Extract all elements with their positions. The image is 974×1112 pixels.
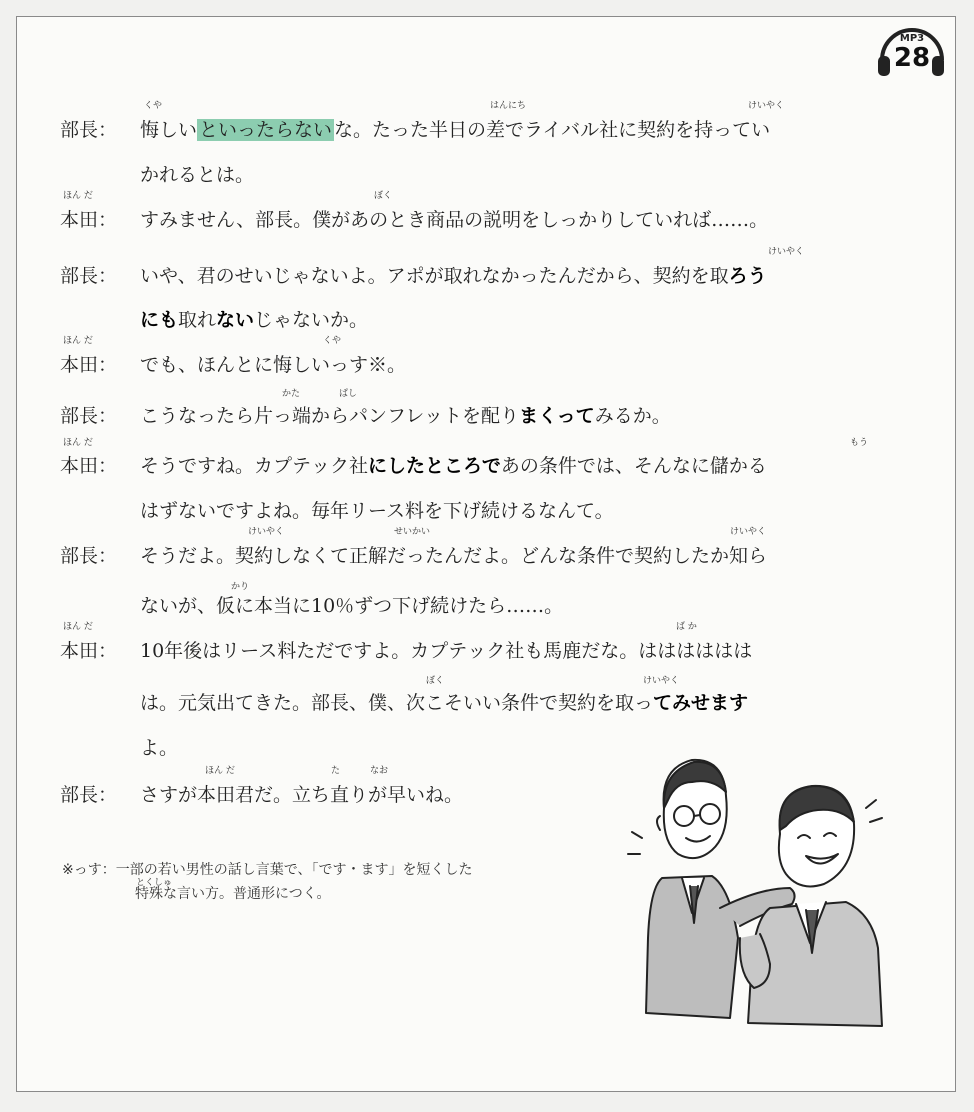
furigana: けいやく	[768, 247, 805, 257]
furigana: ほん だ	[63, 622, 93, 632]
speaker: 本田：	[60, 640, 118, 662]
furigana: ほん だ	[63, 336, 93, 346]
line-text: こうなったら片っ端からパンフレットを配り	[140, 405, 520, 427]
furigana: なお	[370, 766, 389, 776]
line-text: みるか。	[594, 405, 671, 427]
dialogue-line-continued: かれるとは。	[140, 164, 255, 186]
illustration-two-businessmen	[620, 738, 920, 1038]
bold-expression: ろう	[728, 265, 767, 287]
footnote	[62, 858, 472, 906]
line-text: でも、ほんとに悔しいっす※。	[140, 354, 407, 376]
mp3-track-number: 28	[893, 43, 931, 73]
speaker: 本田：	[60, 354, 118, 376]
furigana: かた	[282, 389, 301, 399]
furigana: くや	[323, 336, 342, 346]
dialogue-line-continued: はずないですよね。毎年リース料を下げ続けるなんて。	[140, 500, 614, 522]
line-text: 10年後はリース料ただですよ。カプテック社も馬鹿だな。はははははは	[140, 640, 753, 662]
line-text: 取れ	[178, 309, 217, 331]
furigana: けいやく	[748, 101, 785, 111]
speaker: 部長：	[60, 784, 118, 806]
line-text: 悔しい	[140, 119, 198, 141]
furigana: ば か	[676, 622, 697, 632]
line-text: いや、君のせいじゃないよ。アポが取れなかったんだから、契約を取	[140, 265, 729, 287]
line-text: は。元気出てきた。部長、僕、次こそいい条件で契約を取っ	[140, 692, 654, 714]
furigana: けいやく	[248, 527, 285, 537]
speaker: 本田：	[60, 455, 118, 477]
bold-expression: ない	[216, 309, 255, 331]
furigana: くや	[144, 101, 163, 111]
furigana: とくしゅ	[136, 878, 173, 888]
bold-expression: まくって	[519, 405, 595, 427]
dialogue-line-continued: よ。	[140, 737, 179, 759]
bold-expression: てみせます	[653, 692, 749, 714]
line-text: さすが本田君だ。立ち直りが早いね。	[140, 784, 464, 806]
bold-expression: にも	[140, 309, 179, 331]
bold-expression: にしたところで	[368, 455, 501, 477]
mp3-track-badge	[868, 20, 952, 80]
furigana: もう	[850, 438, 869, 448]
speaker: 部長：	[60, 405, 118, 427]
line-text: あの条件では、そんなに儲かる	[500, 455, 767, 477]
speaker: 本田：	[60, 209, 118, 231]
furigana: けいやく	[730, 527, 767, 537]
line-text: そうだよ。契約しなくて正解だったんだよ。どんな条件で契約したか知ら	[140, 545, 768, 567]
furigana: た	[331, 766, 341, 776]
furigana: はんにち	[490, 101, 527, 111]
mp3-label: MP3	[899, 33, 925, 44]
furigana: せいかい	[394, 527, 431, 537]
furigana: ほん だ	[63, 438, 93, 448]
furigana: けいやく	[643, 676, 680, 686]
speaker: 部長：	[60, 545, 118, 567]
furigana: ぼく	[426, 676, 445, 686]
dialogue-line-continued	[140, 689, 748, 717]
dialogue-line-continued: ないが、仮に本当に10％ずつ下げ続けたら……。	[140, 595, 564, 617]
line-text: そうですね。カプテック社	[140, 455, 369, 477]
line-text: じゃないか。	[254, 309, 369, 331]
furigana: ぱし	[339, 389, 358, 399]
speaker: 部長：	[60, 119, 118, 141]
dialogue-line-continued	[140, 306, 368, 334]
furigana: ぼく	[374, 191, 393, 201]
speaker: 部長：	[60, 265, 118, 287]
line-text: すみません、部長。僕があのとき商品の説明をしっかりしていれば……。	[140, 209, 769, 231]
highlighted-expression: といったらない	[199, 119, 333, 141]
furigana: ほん だ	[205, 766, 235, 776]
footnote-line: ※っす：一部の若い男性の話し言葉で、「です・ます」を短くした	[62, 862, 473, 878]
footnote-line: 特殊な言い方。普通形につく。	[135, 886, 331, 902]
furigana: かり	[231, 582, 250, 592]
line-text: な。たった半日の差でライバル社に契約を持ってい	[334, 119, 771, 141]
furigana: ほん だ	[63, 191, 93, 201]
